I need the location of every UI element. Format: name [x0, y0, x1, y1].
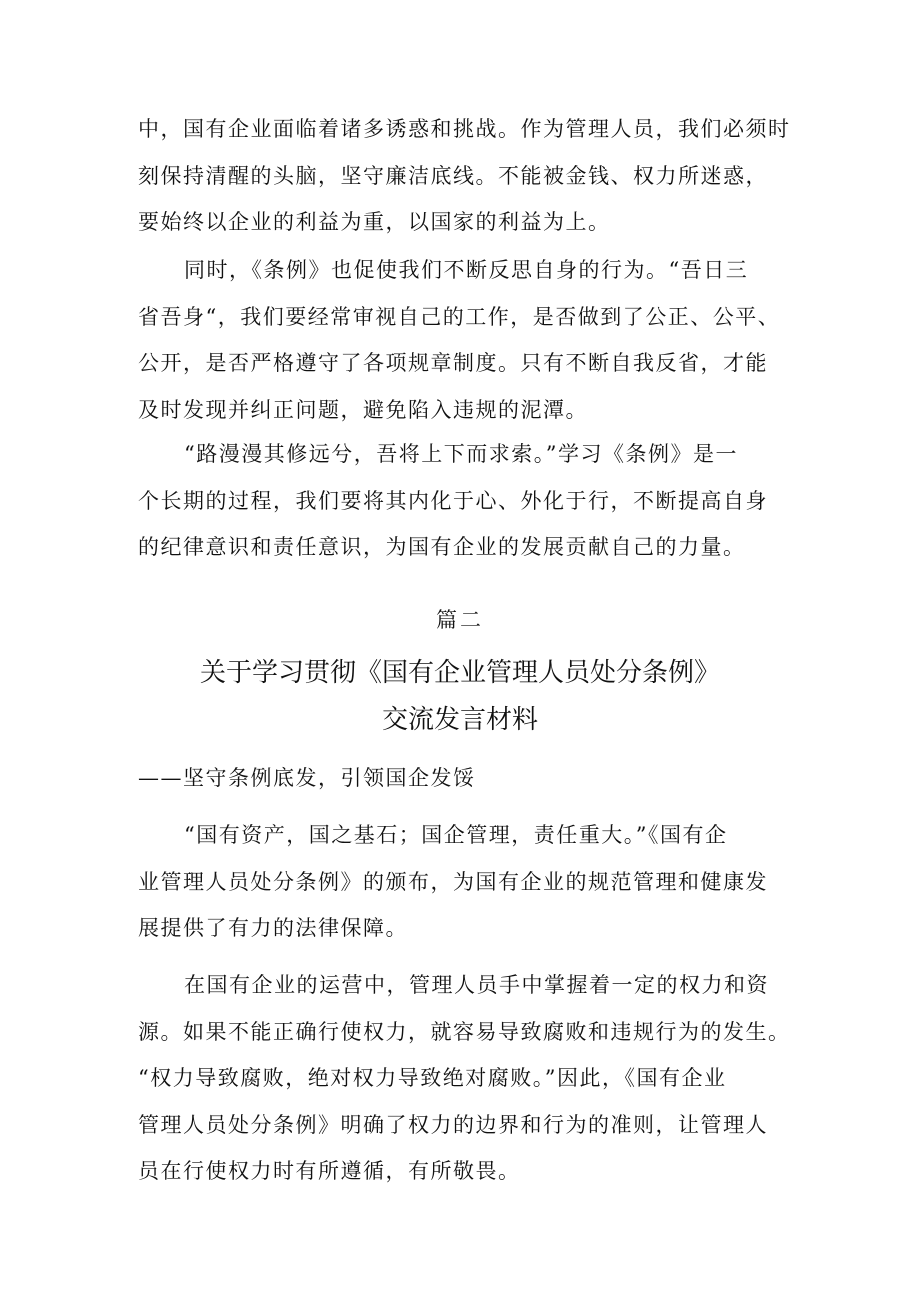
paragraph-power-boundaries — [138, 962, 790, 1195]
paragraph-line: “国有资产，国之基石；国企管理，责任重大。”《国有企 — [184, 823, 728, 847]
paragraph-integrity — [138, 106, 790, 246]
paragraph-state-assets — [138, 812, 790, 952]
paragraph-line: “路漫漫其修远兮，吾将上下而求索。”学习《条例》是一 — [184, 442, 738, 466]
paragraph-line: 省吾身“，我们要经常审视自己的工作，是否做到了公正、公平、 — [138, 304, 781, 329]
paragraph-self-reflection — [138, 247, 790, 433]
section-label: 篇二 — [436, 608, 484, 632]
paragraph-line: 业管理人员处分条例》的颁布，为国有企业的规范管理和健康发 — [138, 869, 768, 894]
paragraph-line: 公开，是否严格遵守了各项规章制度。只有不断自我反省，才能 — [138, 351, 768, 375]
paragraph-line: “权力导致腐败，绝对权力导致绝对腐败。”因此，《国有企业 — [138, 1066, 727, 1090]
paragraph-line: 同时，《条例》也促使我们不断反思自身的行为。“吾日三 — [184, 258, 749, 282]
document-subtitle: ——坚守条例底发，引领国企发馁 — [138, 766, 476, 790]
paragraph-line: 要始终以企业的利益为重，以国家的利益为上。 — [138, 210, 611, 234]
paragraph-line: 的纪律意识和责任意识，为国有企业的发展贡献自己的力量。 — [138, 535, 746, 559]
paragraph-line: 个长期的过程，我们要将其内化于心、外化于行，不断提高自身 — [138, 488, 768, 513]
heading-line-1: 关于学习贯彻《国有企业管理人员处分条例》 — [199, 658, 720, 688]
paragraph-line: 刻保持清醒的头脑，坚守廉洁底线。不能被金钱、权力所迷惑， — [138, 163, 768, 188]
paragraph-line: 员在行使权力时有所遵循，有所敬畏。 — [138, 1159, 521, 1183]
document-heading — [0, 650, 920, 744]
paragraph-line: 及时发现并纠正问题，避免陷入违规的泥潭。 — [138, 397, 588, 422]
heading-line-2: 交流发言材料 — [381, 705, 538, 735]
paragraph-line: 中，国有企业面临着诸多诱惑和挑战。作为管理人员，我们必须时 — [138, 117, 791, 141]
paragraph-line: 源。如果不能正确行使权力，就容易导致腐败和违规行为的发生。 — [138, 1019, 791, 1044]
paragraph-long-term-study — [138, 431, 790, 571]
paragraph-line: 在国有企业的运营中，管理人员手中掌握着一定的权力和资 — [184, 973, 769, 997]
paragraph-line: 管理人员处分条例》明确了权力的边界和行为的准则，让管理人 — [138, 1112, 768, 1137]
paragraph-line: 展提供了有力的法律保障。 — [138, 916, 408, 940]
